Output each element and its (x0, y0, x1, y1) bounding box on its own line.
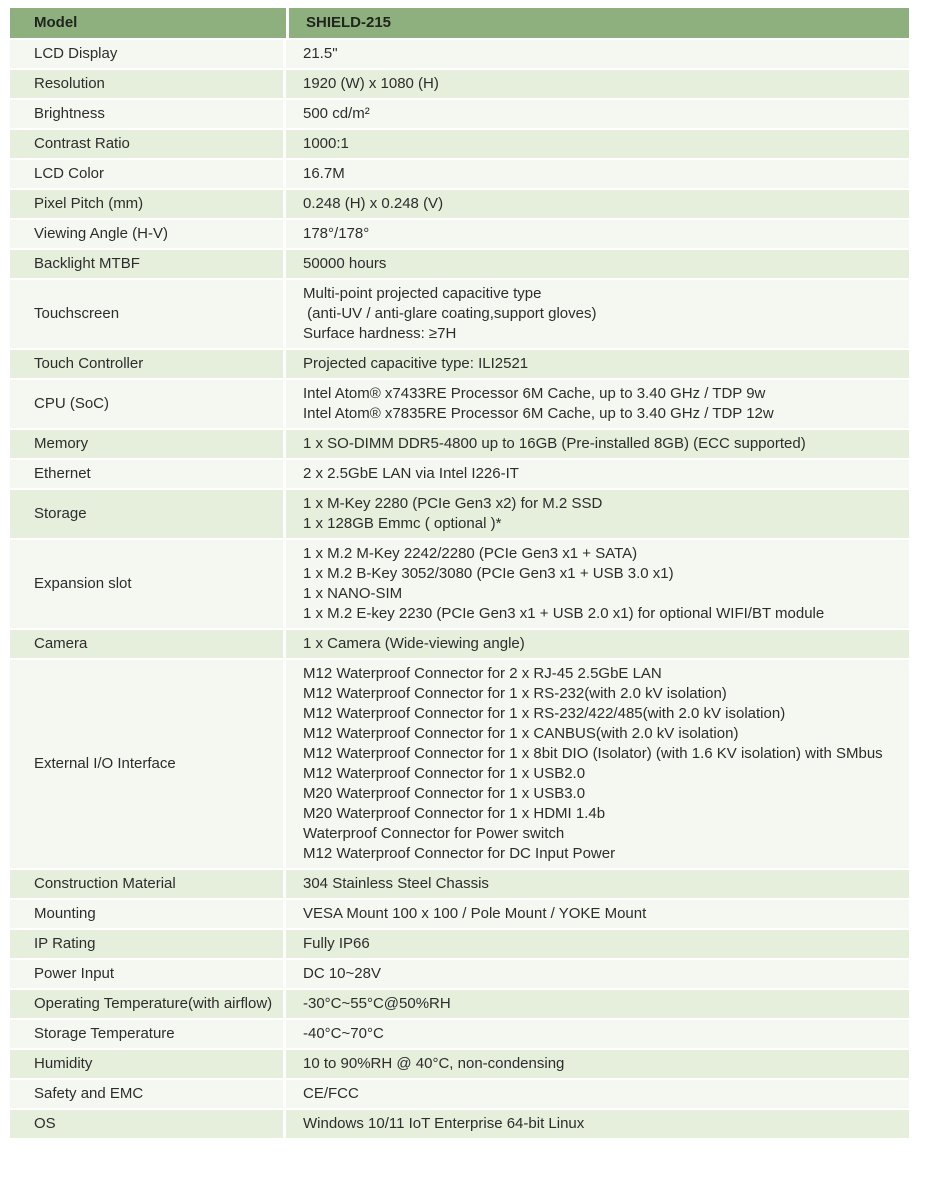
spec-value-line: Fully IP66 (303, 935, 370, 952)
spec-row (10, 540, 909, 630)
spec-label: Memory (10, 430, 286, 460)
spec-value-line: Intel Atom® x7835RE Processor 6M Cache, up to 3.40 GHz / TDP 12w (303, 405, 774, 422)
spec-value-line: CE/FCC (303, 1085, 359, 1102)
spec-row (10, 350, 909, 380)
spec-value-line: 1 x Camera (Wide-viewing angle) (303, 635, 525, 652)
spec-label: CPU (SoC) (10, 380, 286, 430)
spec-value-line: 1000:1 (303, 135, 349, 152)
spec-row (10, 870, 909, 900)
spec-value (286, 870, 909, 900)
spec-value (286, 280, 909, 350)
spec-value-line: 16.7M (303, 165, 345, 182)
spec-label: Storage Temperature (10, 1020, 286, 1050)
spec-label: OS (10, 1110, 286, 1140)
spec-value-line: 1 x M.2 E-key 2230 (PCIe Gen3 x1 + USB 2.0 x1) for optional WIFI/BT module (303, 605, 825, 622)
spec-row (10, 630, 909, 660)
spec-label: External I/O Interface (10, 660, 286, 870)
spec-value (286, 1020, 909, 1050)
spec-value-line: M12 Waterproof Connector for 1 x RS-232(with 2.0 kV isolation) (303, 685, 727, 702)
spec-value-line: 178°/178° (303, 225, 370, 242)
spec-row (10, 280, 909, 350)
spec-row (10, 220, 909, 250)
spec-row (10, 1080, 909, 1110)
spec-value-line: 1 x NANO-SIM (303, 585, 403, 602)
spec-table-header (10, 8, 909, 40)
spec-value (286, 460, 909, 490)
spec-row (10, 100, 909, 130)
spec-label: LCD Color (10, 160, 286, 190)
spec-value (286, 430, 909, 460)
spec-value-line: Surface hardness: ≥7H (303, 325, 457, 342)
header-model-label: Model (10, 8, 286, 40)
spec-row (10, 460, 909, 490)
spec-label: Safety and EMC (10, 1080, 286, 1110)
spec-row (10, 130, 909, 160)
spec-value-line: 0.248 (H) x 0.248 (V) (303, 195, 444, 212)
spec-value-line: Windows 10/11 IoT Enterprise 64-bit Linux (303, 1115, 585, 1132)
spec-value-line: Waterproof Connector for Power switch (303, 825, 565, 842)
spec-label: Expansion slot (10, 540, 286, 630)
spec-label: Camera (10, 630, 286, 660)
spec-value-line: M12 Waterproof Connector for 1 x 8bit DIO (Isolator) (with 1.6 KV isolation) with SMbus (303, 745, 883, 762)
spec-row (10, 990, 909, 1020)
spec-value-line: M20 Waterproof Connector for 1 x USB3.0 (303, 785, 586, 802)
spec-label: Touch Controller (10, 350, 286, 380)
spec-label: Resolution (10, 70, 286, 100)
spec-value (286, 380, 909, 430)
spec-value-line: 1 x M.2 M-Key 2242/2280 (PCIe Gen3 x1 + SATA) (303, 545, 638, 562)
spec-row (10, 1050, 909, 1080)
spec-value (286, 100, 909, 130)
spec-value (286, 960, 909, 990)
spec-label: Viewing Angle (H-V) (10, 220, 286, 250)
spec-value (286, 190, 909, 220)
spec-label: Touchscreen (10, 280, 286, 350)
spec-label: Operating Temperature(with airflow) (10, 990, 286, 1020)
spec-label: Mounting (10, 900, 286, 930)
spec-value (286, 540, 909, 630)
spec-row (10, 490, 909, 540)
spec-label: IP Rating (10, 930, 286, 960)
spec-row (10, 1110, 909, 1140)
spec-row (10, 960, 909, 990)
spec-value-line: 10 to 90%RH @ 40°C, non-condensing (303, 1055, 565, 1072)
spec-value-line: Projected capacitive type: ILI2521 (303, 355, 529, 372)
spec-value (286, 130, 909, 160)
spec-value-line: M12 Waterproof Connector for 1 x CANBUS(with 2.0 kV isolation) (303, 725, 739, 742)
spec-value (286, 1050, 909, 1080)
spec-value (286, 630, 909, 660)
spec-row (10, 250, 909, 280)
spec-value-line: M12 Waterproof Connector for 1 x USB2.0 (303, 765, 586, 782)
spec-value-line: 1 x M-Key 2280 (PCIe Gen3 x2) for M.2 SSD (303, 495, 603, 512)
spec-value-line: M12 Waterproof Connector for 1 x RS-232/422/485(with 2.0 kV isolation) (303, 705, 786, 722)
spec-table (10, 8, 909, 1140)
spec-row (10, 900, 909, 930)
spec-value (286, 1110, 909, 1140)
spec-label: Humidity (10, 1050, 286, 1080)
spec-value-line: 1 x 128GB Emmc ( optional )* (303, 515, 502, 532)
spec-value (286, 350, 909, 380)
spec-value (286, 1080, 909, 1110)
spec-value-line: Intel Atom® x7433RE Processor 6M Cache, up to 3.40 GHz / TDP 9w (303, 385, 766, 402)
spec-label: Ethernet (10, 460, 286, 490)
spec-value (286, 900, 909, 930)
spec-value (286, 990, 909, 1020)
spec-label: Contrast Ratio (10, 130, 286, 160)
spec-row (10, 40, 909, 70)
spec-value-line: -40°C~70°C (303, 1025, 384, 1042)
spec-row (10, 380, 909, 430)
spec-row (10, 430, 909, 460)
spec-value (286, 930, 909, 960)
spec-value-line: M20 Waterproof Connector for 1 x HDMI 1.4b (303, 805, 606, 822)
spec-value-line: 1920 (W) x 1080 (H) (303, 75, 439, 92)
spec-value-line: 1 x M.2 B-Key 3052/3080 (PCIe Gen3 x1 + USB 3.0 x1) (303, 565, 674, 582)
spec-label: Power Input (10, 960, 286, 990)
spec-value (286, 250, 909, 280)
spec-label: Construction Material (10, 870, 286, 900)
spec-value (286, 660, 909, 870)
spec-value-line: 1 x SO-DIMM DDR5-4800 up to 16GB (Pre-installed 8GB) (ECC supported) (303, 435, 806, 452)
spec-label: LCD Display (10, 40, 286, 70)
header-row (10, 8, 909, 40)
header-model-value: SHIELD-215 (286, 8, 909, 40)
spec-value (286, 40, 909, 70)
spec-row (10, 70, 909, 100)
spec-value (286, 160, 909, 190)
spec-value-line: 304 Stainless Steel Chassis (303, 875, 489, 892)
spec-value-line: VESA Mount 100 x 100 / Pole Mount / YOKE Mount (303, 905, 647, 922)
spec-value (286, 490, 909, 540)
spec-value-line: 21.5" (303, 45, 338, 62)
spec-value (286, 70, 909, 100)
spec-row (10, 160, 909, 190)
spec-row (10, 1020, 909, 1050)
spec-table-body (10, 40, 909, 1140)
spec-value (286, 220, 909, 250)
spec-label: Storage (10, 490, 286, 540)
spec-label: Brightness (10, 100, 286, 130)
spec-row (10, 660, 909, 870)
spec-value-line: 2 x 2.5GbE LAN via Intel I226-IT (303, 465, 519, 482)
spec-value-line: 50000 hours (303, 255, 387, 272)
spec-row (10, 190, 909, 220)
spec-value-line: M12 Waterproof Connector for 2 x RJ-45 2.5GbE LAN (303, 665, 662, 682)
spec-value-line: M12 Waterproof Connector for DC Input Power (303, 845, 616, 862)
spec-value-line: DC 10~28V (303, 965, 381, 982)
spec-label: Pixel Pitch (mm) (10, 190, 286, 220)
spec-value-line: (anti-UV / anti-glare coating,support gloves) (303, 305, 597, 322)
spec-label: Backlight MTBF (10, 250, 286, 280)
spec-row (10, 930, 909, 960)
spec-value-line: -30°C~55°C@50%RH (303, 995, 451, 1012)
spec-value-line: Multi-point projected capacitive type (303, 285, 542, 302)
spec-value-line: 500 cd/m² (303, 105, 370, 122)
